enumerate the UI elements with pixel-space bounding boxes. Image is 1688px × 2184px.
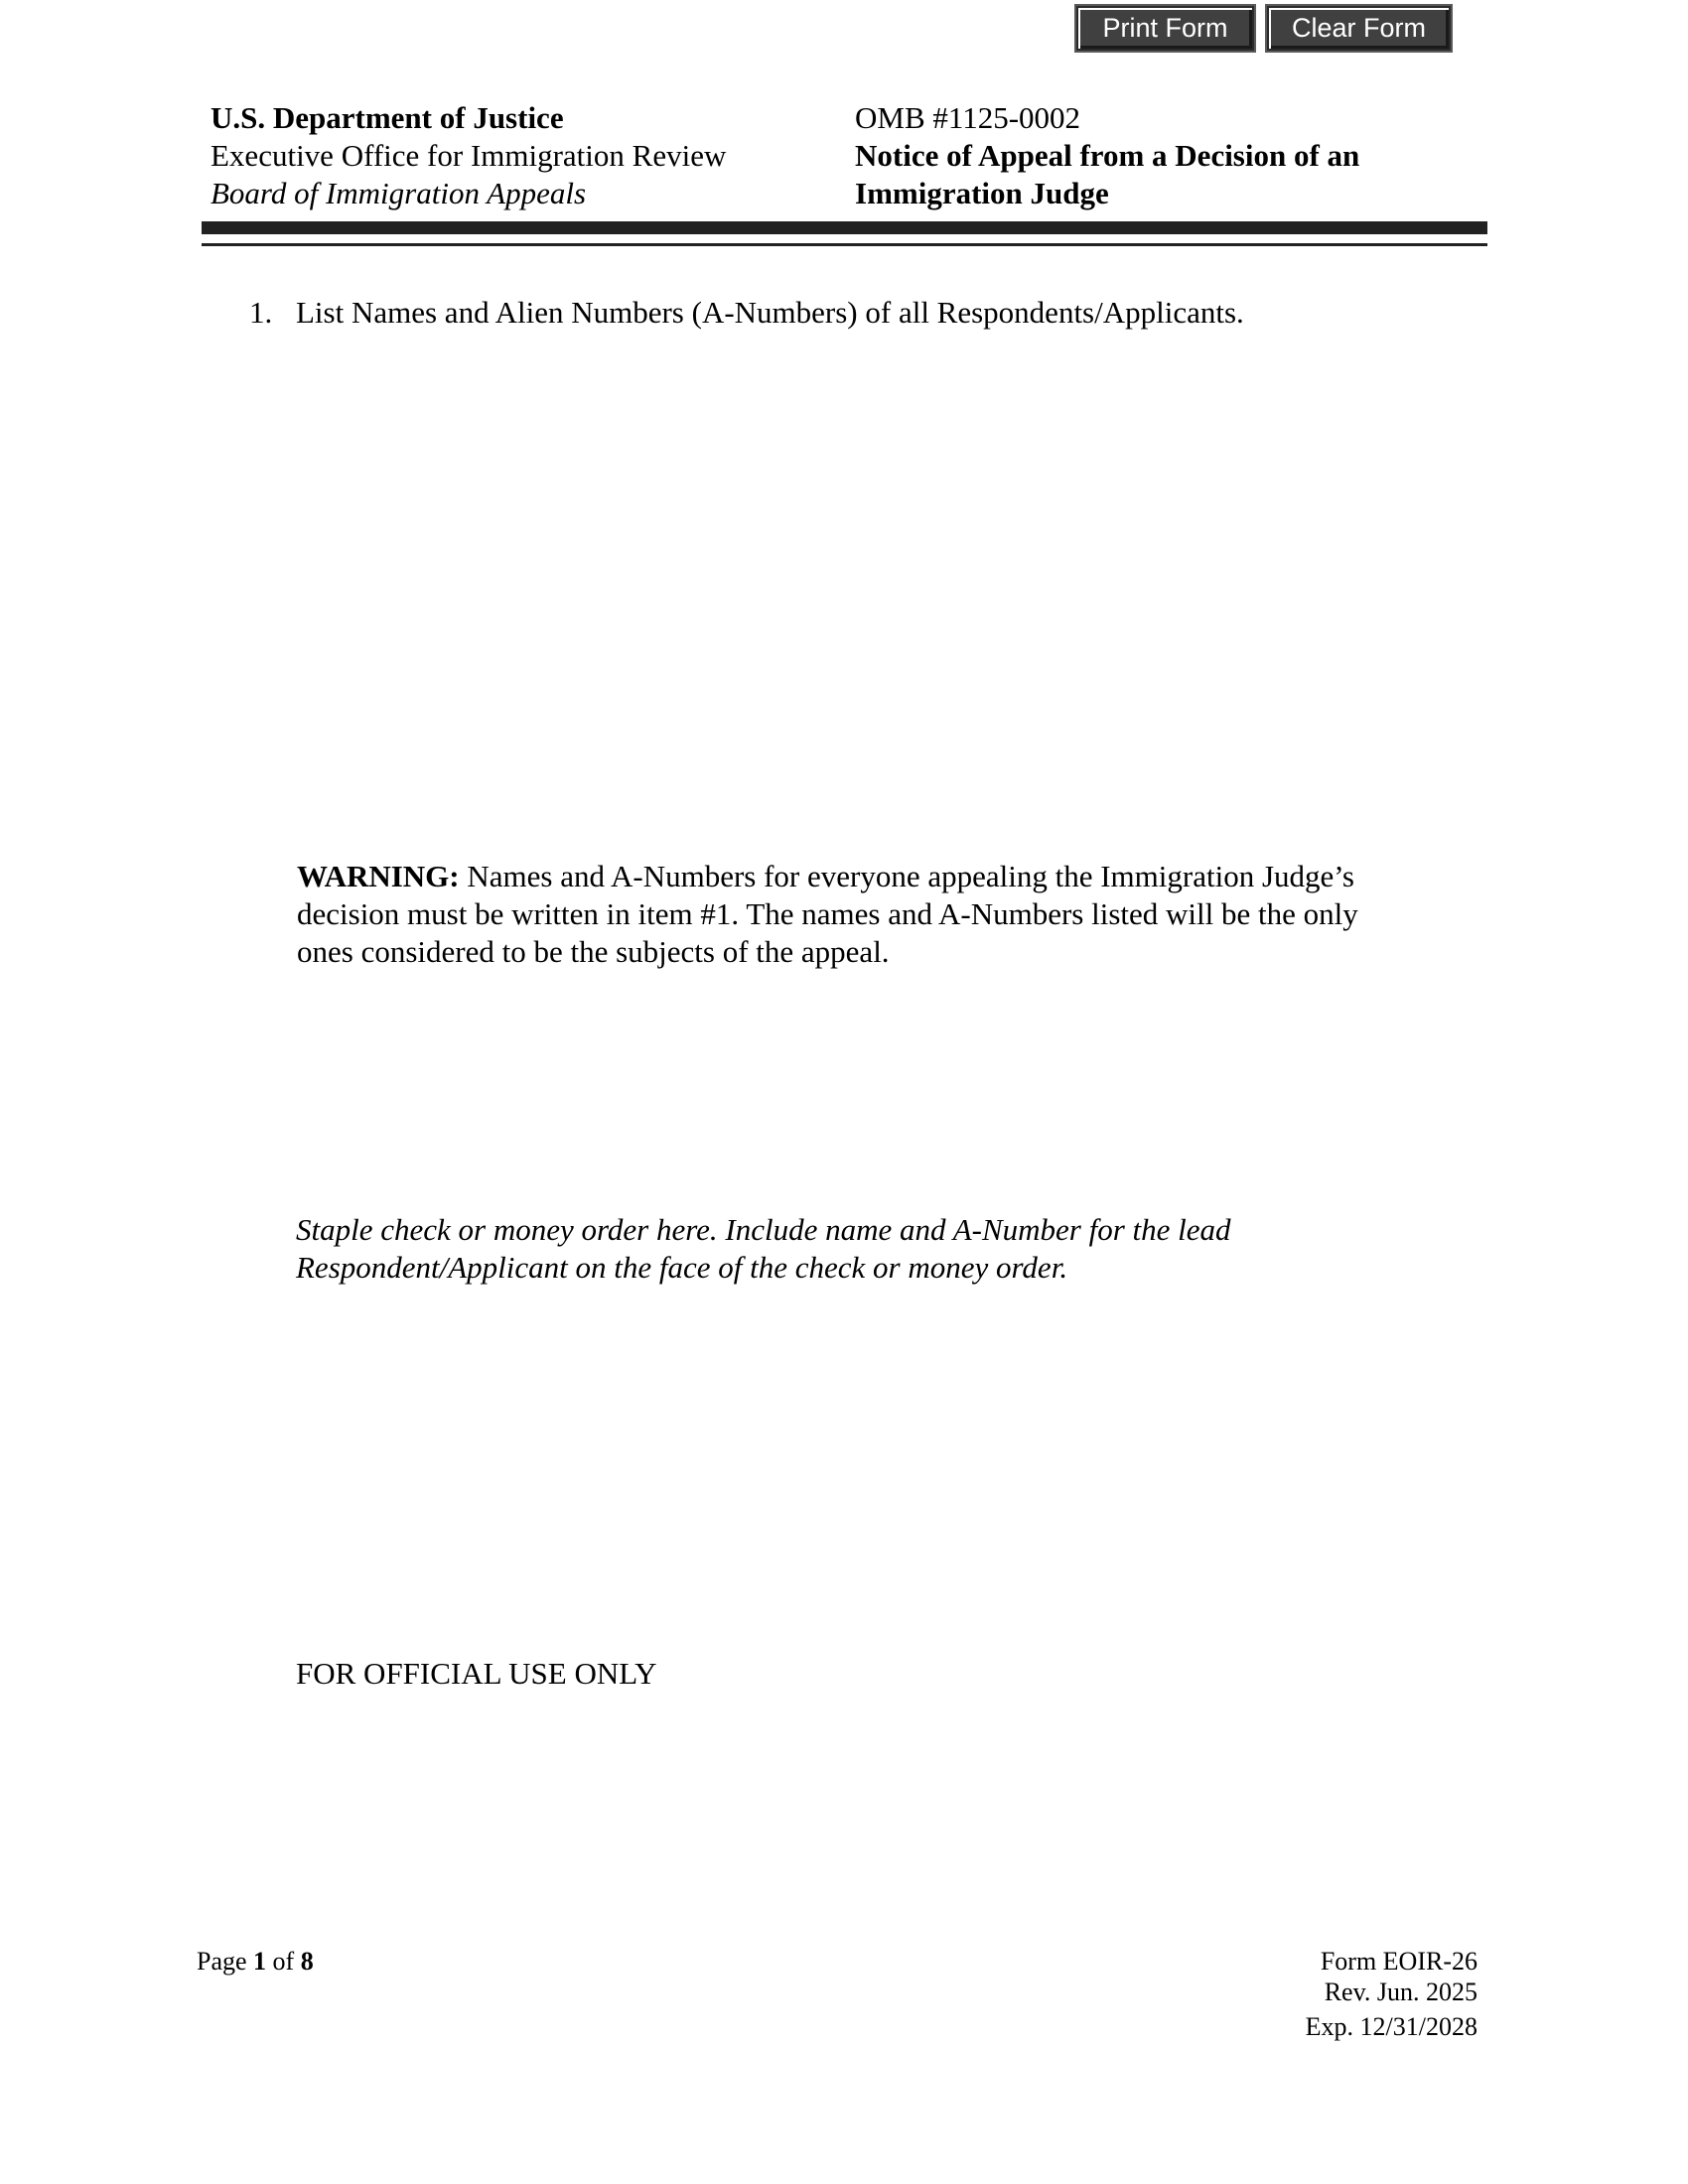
warning-label: WARNING: [297,859,460,893]
page-prefix: Page [197,1947,254,1976]
board-name: Board of Immigration Appeals [211,176,587,210]
omb-number: OMB #1125-0002 [855,100,1081,135]
item-1-label: List Names and Alien Numbers (A-Numbers) of all Respondents/Applicants. [296,295,1244,330]
header-thick-rule [202,221,1487,234]
department-name: U.S. Department of Justice [211,100,564,135]
form-title-line1: Notice of Appeal from a Decision of an [855,138,1360,173]
revision-date: Rev. Jun. 2025 [1324,1978,1477,2006]
office-name: Executive Office for Immigration Review [211,138,727,173]
official-use-label: FOR OFFICIAL USE ONLY [296,1656,657,1691]
warning-line-2: decision must be written in item #1. The names and A-Numbers listed will be the only [297,896,1358,931]
page-of: of [266,1947,301,1976]
respondents-names-field[interactable] [296,342,1487,819]
form-title-line2: Immigration Judge [855,176,1109,210]
clear-form-button[interactable]: Clear Form [1266,5,1452,52]
page-current: 1 [253,1947,267,1976]
staple-note-line-1: Staple check or money order here. Include name and A-Number for the lead [296,1212,1231,1247]
item-1-number: 1. [249,295,273,330]
expiration-date: Exp. 12/31/2028 [1305,2012,1477,2041]
staple-note-line-2: Respondent/Applicant on the face of the check or money order. [296,1250,1068,1285]
header-thin-rule [202,243,1487,246]
warning-line-1 [297,858,1354,895]
page-total: 8 [300,1947,314,1976]
form-revision-block [1306,1946,1477,2044]
warning-line-3: ones considered to be the subjects of the appeal. [297,934,890,969]
print-form-button[interactable]: Print Form [1075,5,1255,52]
warning-text-1: Names and A-Numbers for everyone appealing the Immigration Judge’s [467,859,1354,893]
form-id: Form EOIR-26 [1320,1947,1477,1976]
page-indicator [197,1946,314,1978]
